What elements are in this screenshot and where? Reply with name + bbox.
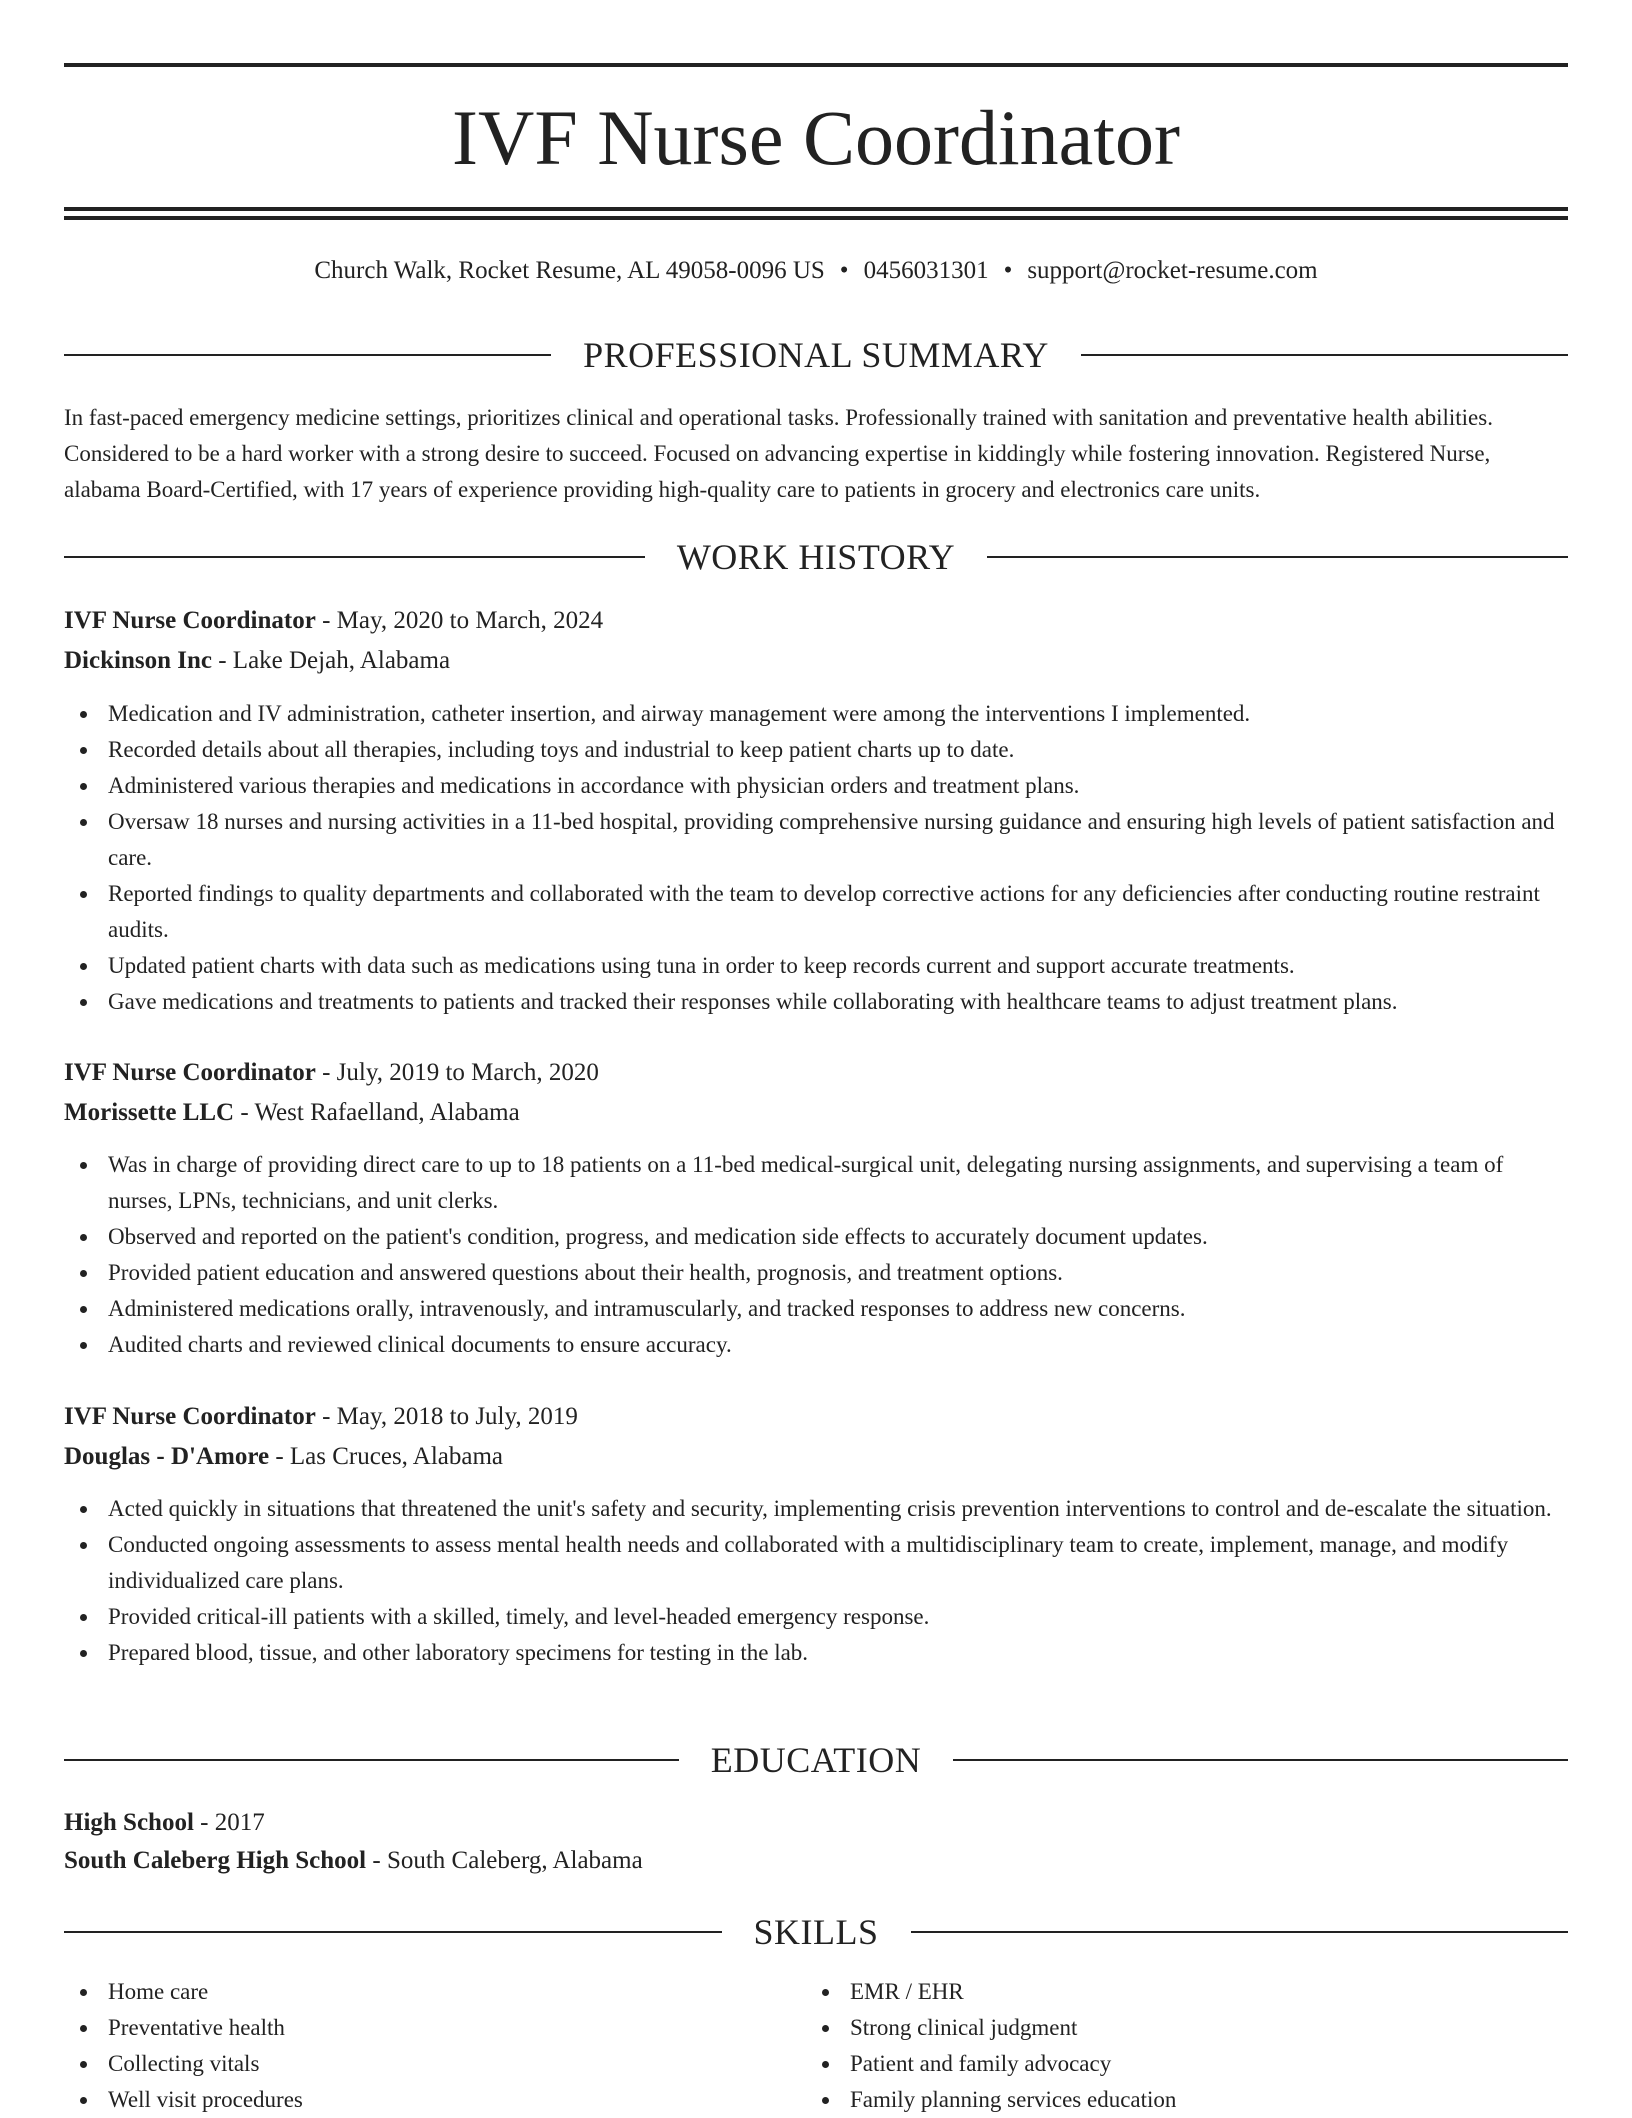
job-bullet-list <box>64 1491 1568 1671</box>
job-dates: - May, 2018 to July, 2019 <box>315 1403 578 1430</box>
top-rule <box>64 63 1568 67</box>
contact-phone: 0456031301 <box>863 257 989 284</box>
title-rule-lower <box>64 216 1568 220</box>
education-school-line <box>64 1843 1568 1879</box>
job-bullet: Medication and IV administration, catheter insertion, and airway management were among the interventions I implemented. <box>64 696 1568 732</box>
summary-text: In fast-paced emergency medicine settings, prioritizes clinical and operational tasks. Professionally trained with sanitation and preventative health abilities. Considered to be a hard worker with a strong desire to succeed. Focused on advancing expertise in kiddingly while fostering innovation. Registered Nurse, alabama Board-Certified, with 17 years of experience providing high-quality care to patients in grocery and electronics care units. <box>64 405 1493 502</box>
section-title: WORK HISTORY <box>676 537 956 577</box>
heading-rule-left <box>64 354 551 356</box>
contact-line <box>64 254 1568 288</box>
resume-title: IVF Nurse Coordinator <box>452 94 1180 181</box>
skills-column-left <box>64 1974 806 2118</box>
job-dates: - May, 2020 to March, 2024 <box>315 607 604 634</box>
heading-rule-left <box>64 1931 722 1933</box>
job-company-line <box>64 1095 1568 1131</box>
skill-item: Family planning services education <box>806 2082 1548 2118</box>
job-company: Douglas - D'Amore <box>64 1443 270 1470</box>
job-title: IVF Nurse Coordinator <box>64 1403 316 1430</box>
job-bullet: Acted quickly in situations that threatened the unit's safety and security, implementing crisis prevention interventions to control and de-escalate the situation. <box>64 1491 1568 1527</box>
job-bullet: Audited charts and reviewed clinical documents to ensure accuracy. <box>64 1327 1568 1363</box>
job-bullet: Prepared blood, tissue, and other laboratory specimens for testing in the lab. <box>64 1635 1568 1671</box>
education-degree-line <box>64 1805 1568 1841</box>
heading-rule-right <box>987 556 1568 558</box>
job-dates: - July, 2019 to March, 2020 <box>315 1059 599 1086</box>
job-bullet: Recorded details about all therapies, including toys and industrial to keep patient charts up to date. <box>64 732 1568 768</box>
title-rule-upper <box>64 207 1568 211</box>
heading-rule-right <box>1081 354 1568 356</box>
job-bullet: Observed and reported on the patient's condition, progress, and medication side effects to accurately document updates. <box>64 1219 1568 1255</box>
job-bullet: Provided patient education and answered questions about their health, prognosis, and treatment options. <box>64 1255 1568 1291</box>
job-bullet: Provided critical-ill patients with a skilled, timely, and level-headed emergency response. <box>64 1599 1568 1635</box>
job-company-line <box>64 643 1568 679</box>
skill-item: Home care <box>64 1974 806 2010</box>
job-title: IVF Nurse Coordinator <box>64 607 316 634</box>
skill-item: EMR / EHR <box>806 1974 1548 2010</box>
job-bullet: Oversaw 18 nurses and nursing activities in a 11-bed hospital, providing comprehensive nursing guidance and ensuring high levels of patient satisfaction and care. <box>64 804 1568 876</box>
education-year: - 2017 <box>193 1809 265 1836</box>
skills-column-right <box>806 1974 1548 2118</box>
job-company: Morissette LLC <box>64 1099 235 1126</box>
job-title-line <box>64 1399 1568 1435</box>
job-bullet: Administered medications orally, intravenously, and intramuscularly, and tracked responses to address new concerns. <box>64 1291 1568 1327</box>
education-degree: High School <box>64 1809 194 1836</box>
education-school: South Caleberg High School <box>64 1847 367 1874</box>
job-location: - Las Cruces, Alabama <box>269 1443 504 1470</box>
job-bullet-list <box>64 1147 1568 1363</box>
skill-item: Preventative health <box>64 2010 806 2046</box>
job-bullet-list <box>64 696 1568 1020</box>
job-bullet: Was in charge of providing direct care to up to 18 patients on a 11-bed medical-surgical unit, delegating nursing assignments, and supervising a team of nurses, LPNs, technicians, and unit clerks. <box>64 1147 1568 1219</box>
contact-address: Church Walk, Rocket Resume, AL 49058-0096 US <box>314 257 825 284</box>
section-heading-work-history <box>64 535 1568 579</box>
section-heading-education <box>64 1738 1568 1782</box>
skill-item: Collecting vitals <box>64 2046 806 2082</box>
job-bullet: Reported findings to quality departments and collaborated with the team to develop corrective actions for any deficiencies after conducting routine restraint audits. <box>64 876 1568 948</box>
contact-email: support@rocket-resume.com <box>1027 257 1318 284</box>
job-title-line <box>64 603 1568 639</box>
section-heading-skills <box>64 1910 1568 1954</box>
heading-rule-left <box>64 1759 679 1761</box>
skill-item: Well visit procedures <box>64 2082 806 2118</box>
job-title-line <box>64 1055 1568 1091</box>
job-company-line <box>64 1439 1568 1475</box>
skill-item: Strong clinical judgment <box>806 2010 1548 2046</box>
job-bullet: Updated patient charts with data such as medications using tuna in order to keep records current and support accurate treatments. <box>64 948 1568 984</box>
heading-rule-right <box>953 1759 1568 1761</box>
skills-grid <box>64 1974 1568 2118</box>
skill-item: Patient and family advocacy <box>806 2046 1548 2082</box>
contact-separator: • <box>1003 257 1013 284</box>
section-title: PROFESSIONAL SUMMARY <box>583 335 1049 375</box>
contact-separator: • <box>839 257 849 284</box>
job-location: - Lake Dejah, Alabama <box>211 647 451 674</box>
education-location: - South Caleberg, Alabama <box>366 1847 643 1874</box>
section-title: EDUCATION <box>710 1740 922 1780</box>
heading-rule-right <box>911 1931 1569 1933</box>
job-title: IVF Nurse Coordinator <box>64 1059 316 1086</box>
job-bullet: Administered various therapies and medications in accordance with physician orders and treatment plans. <box>64 768 1568 804</box>
heading-rule-left <box>64 556 645 558</box>
job-location: - West Rafaelland, Alabama <box>234 1099 520 1126</box>
section-title: SKILLS <box>753 1912 879 1952</box>
job-company: Dickinson Inc <box>64 647 212 674</box>
job-bullet: Conducted ongoing assessments to assess mental health needs and collaborated with a multidisciplinary team to create, implement, manage, and modify individualized care plans. <box>64 1527 1568 1599</box>
section-heading-summary <box>64 333 1568 377</box>
job-bullet: Gave medications and treatments to patients and tracked their responses while collaborating with healthcare teams to adjust treatment plans. <box>64 984 1568 1020</box>
